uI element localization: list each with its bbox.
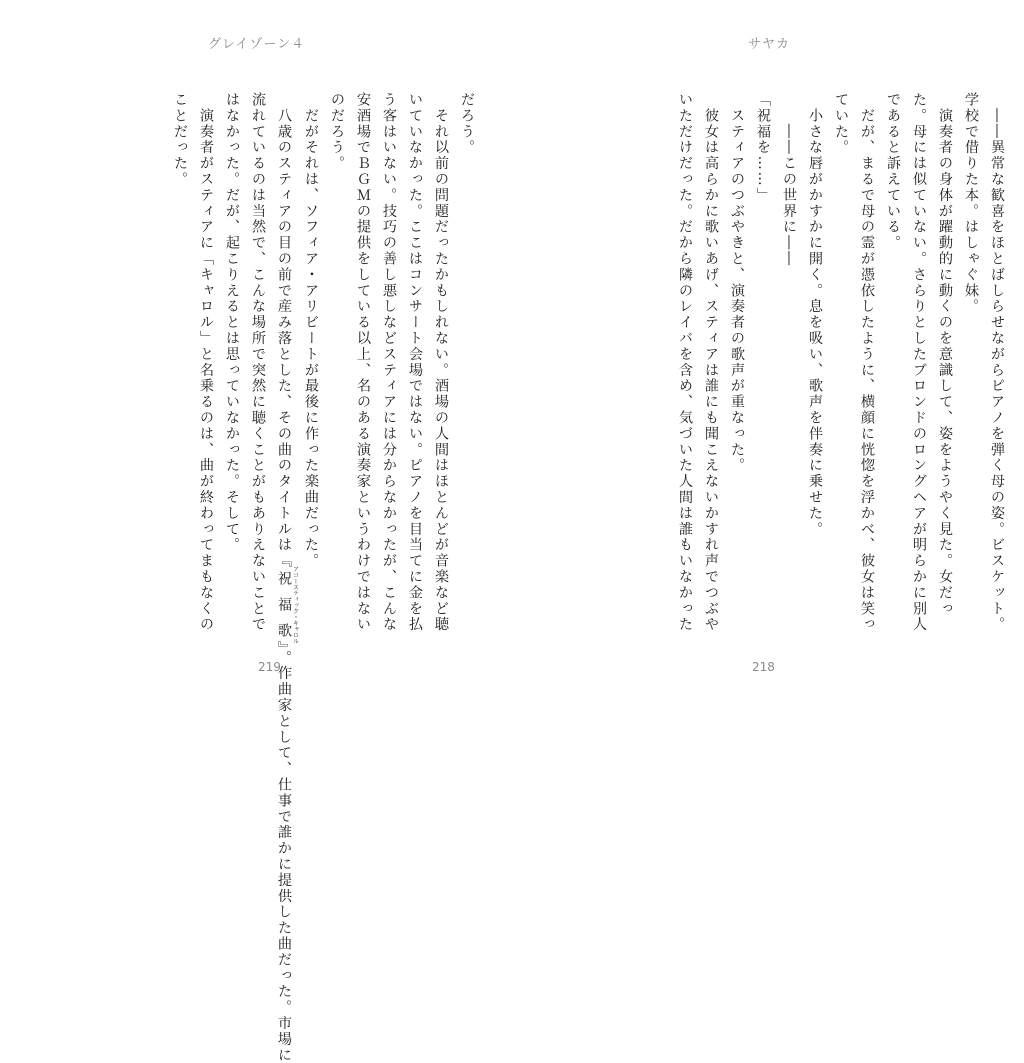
ruby-reading: アコースティック・キャロル xyxy=(291,566,299,644)
page-number: 218 xyxy=(752,660,775,674)
text-line: う客はいない。技巧の善し悪しなどスティアには分からなかったが、こんな xyxy=(381,92,397,633)
text-line: 「祝福を……」 xyxy=(755,92,771,204)
text-line: だが、まるで母の霊が憑依したように、横顔に恍惚を浮かべ、彼女は笑っ xyxy=(859,92,875,633)
text-line: いていなかった。ここはコンサート会場ではない。ピアノを目当てに金を払 xyxy=(407,92,423,633)
running-head: サヤカ xyxy=(748,37,791,52)
ruby-line-before: 八歳のスティアの目の前で産み落とした、その曲のタイトルは『 xyxy=(276,92,292,569)
ruby-line-after: 』。作曲家として、仕事で誰かに提供した曲だった。市場に xyxy=(276,641,292,1063)
text-line: 流れているのは当然で、こんな場所で突然に聴くことがもありえないことで xyxy=(250,92,266,633)
text-line: 彼女は高らかに歌いあげ、スティアは誰にも聞こえないかすれ声でつぶや xyxy=(703,92,719,633)
right-page xyxy=(512,0,1024,715)
text-line: それ以前の問題だったかもしれない。酒場の人間はほとんどが音楽など聴 xyxy=(433,92,449,633)
text-line: ――この世界に―― xyxy=(781,92,797,267)
ruby-title xyxy=(276,566,299,644)
text-line: はなかった。だが、起こりえるとは思っていなかった。そして。 xyxy=(224,92,240,554)
text-line: た。母には似ていない。さらりとしたブロンドのロングヘアが明らかに別人 xyxy=(911,92,927,633)
text-line: であると訴えている。 xyxy=(885,92,901,251)
text-line: 演奏者がスティアに「キャロル」と名乗るのは、曲が終わってまもなくの xyxy=(198,92,214,633)
text-line: 演奏者の身体が躍動的に動くのを意識して、姿をようやく見た。女だっ xyxy=(937,92,953,617)
text-line: ――異常な歓喜をほとばしらせながらピアノを弾く母の姿。ビスケット。 xyxy=(989,92,1005,633)
text-line: スティアのつぶやきと、演奏者の歌声が重なった。 xyxy=(729,92,745,474)
text-line: ことだった。 xyxy=(172,92,188,188)
page-number: 219 xyxy=(258,660,281,674)
text-line: だろう。 xyxy=(459,92,475,156)
text-line: だがそれは、ソフィア・アリビートが最後に作った楽曲だった。 xyxy=(303,92,319,569)
text-line: のだろう。 xyxy=(329,92,345,172)
text-line: ていた。 xyxy=(833,92,849,156)
text-line-with-ruby xyxy=(271,92,299,1063)
running-head: グレイゾーン４ xyxy=(208,37,306,52)
text-line: 学校で借りた本。はしゃぐ妹。 xyxy=(963,92,979,315)
text-line: 安酒場でＢＧＭの提供をしている以上、名のある演奏家というわけではない xyxy=(355,92,371,633)
text-line: いただけだった。だから隣のレイバを含め、気づいた人間は誰もいなかった xyxy=(677,92,693,633)
body-text xyxy=(552,92,1010,632)
ruby-base: 祝福歌 xyxy=(276,566,292,644)
text-line: 小さな唇がかすかに開く。息を吸い、歌声を伴奏に乗せた。 xyxy=(807,92,823,538)
